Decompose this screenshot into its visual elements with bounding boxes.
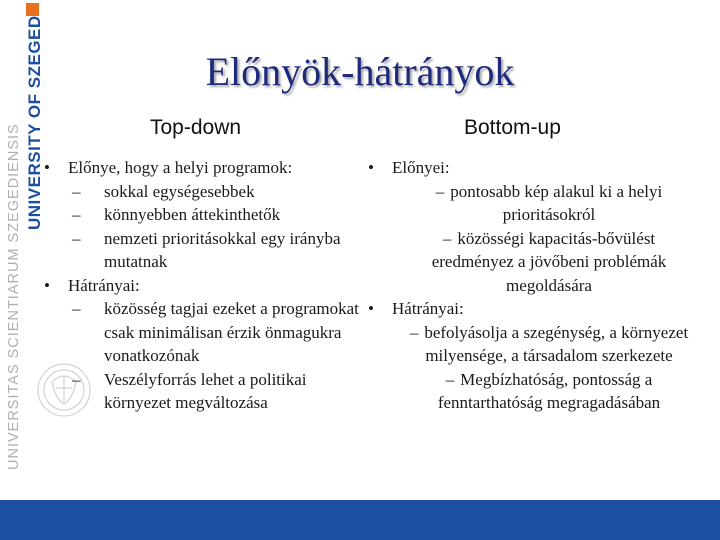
list-item <box>366 297 706 415</box>
list-item <box>42 274 360 415</box>
sub-list <box>392 321 706 415</box>
university-logo-square <box>26 3 39 16</box>
bottom-up-list <box>366 156 706 415</box>
dash-icon: – <box>445 369 455 389</box>
section-label: Előnye, hogy a helyi programok: <box>68 158 293 177</box>
sub-list-item <box>392 227 706 298</box>
sub-item-text: Veszélyforrás lehet a politikai környezet megváltozása <box>104 369 307 412</box>
sub-item-text: pontosabb kép alakul ki a helyi prioritásokról <box>450 181 663 224</box>
dash-icon: – <box>435 181 445 201</box>
dash-icon: – <box>72 181 81 201</box>
sub-list-item <box>68 180 360 204</box>
list-item <box>366 156 706 297</box>
sub-list-item <box>392 180 706 227</box>
sub-list-item <box>68 203 360 227</box>
section-label: Hátrányai: <box>392 299 464 318</box>
sub-item-text: nemzeti prioritásokkal egy irányba mutatnak <box>104 228 341 271</box>
sub-list <box>392 180 706 298</box>
column-header-top-down: Top-down <box>150 116 242 139</box>
university-name-text: UNIVERSITY OF SZEGED <box>25 15 44 230</box>
sub-list <box>68 180 360 274</box>
sub-item-text: közösségi kapacitás-bővülést eredményez a jövőbeni problémák megoldására <box>431 228 667 295</box>
bullet-icon: • <box>368 158 374 177</box>
sub-list-item <box>68 227 360 274</box>
sub-item-text: közösség tagjai ezeket a programokat csak minimálisan érzik önmagukra vonatkozónak <box>104 299 359 365</box>
section-label: Hátrányai: <box>68 275 140 295</box>
dash-icon: – <box>72 228 81 248</box>
dash-icon: – <box>72 369 81 389</box>
sub-list-item <box>68 368 360 415</box>
bullet-icon: • <box>44 275 50 295</box>
section-label: Előnyei: <box>392 158 450 177</box>
bullet-icon: • <box>44 158 50 177</box>
dash-icon: – <box>72 205 81 224</box>
column-header-bottom-up: Bottom-up <box>464 116 561 139</box>
top-down-column <box>42 156 360 415</box>
latin-name-text: UNIVERSITAS SCIENTIARUM SZEGEDIENSIS <box>6 123 22 470</box>
top-down-list <box>42 156 360 415</box>
dash-icon: – <box>409 322 419 342</box>
latin-name-vertical <box>4 123 24 470</box>
footer-bar <box>0 500 720 540</box>
dash-icon: – <box>72 299 81 318</box>
sub-list-item <box>392 368 706 415</box>
sub-list-item <box>392 321 706 368</box>
bullet-icon: • <box>368 299 374 318</box>
sub-list <box>68 297 360 415</box>
slide-title: Előnyök-hátrányok <box>205 49 515 94</box>
bottom-up-column <box>366 156 706 415</box>
sub-item-text: Megbízhatóság, pontosság a fenntarthatóság megragadásában <box>437 369 661 412</box>
sub-item-text: könnyebben áttekinthetők <box>104 205 281 224</box>
sub-item-text: sokkal egységesebbek <box>104 181 255 201</box>
sub-list-item <box>68 297 360 368</box>
dash-icon: – <box>442 228 452 248</box>
sub-item-text: befolyásolja a szegénység, a környezet milyensége, a társadalom szerkezete <box>424 322 689 365</box>
list-item <box>42 156 360 274</box>
